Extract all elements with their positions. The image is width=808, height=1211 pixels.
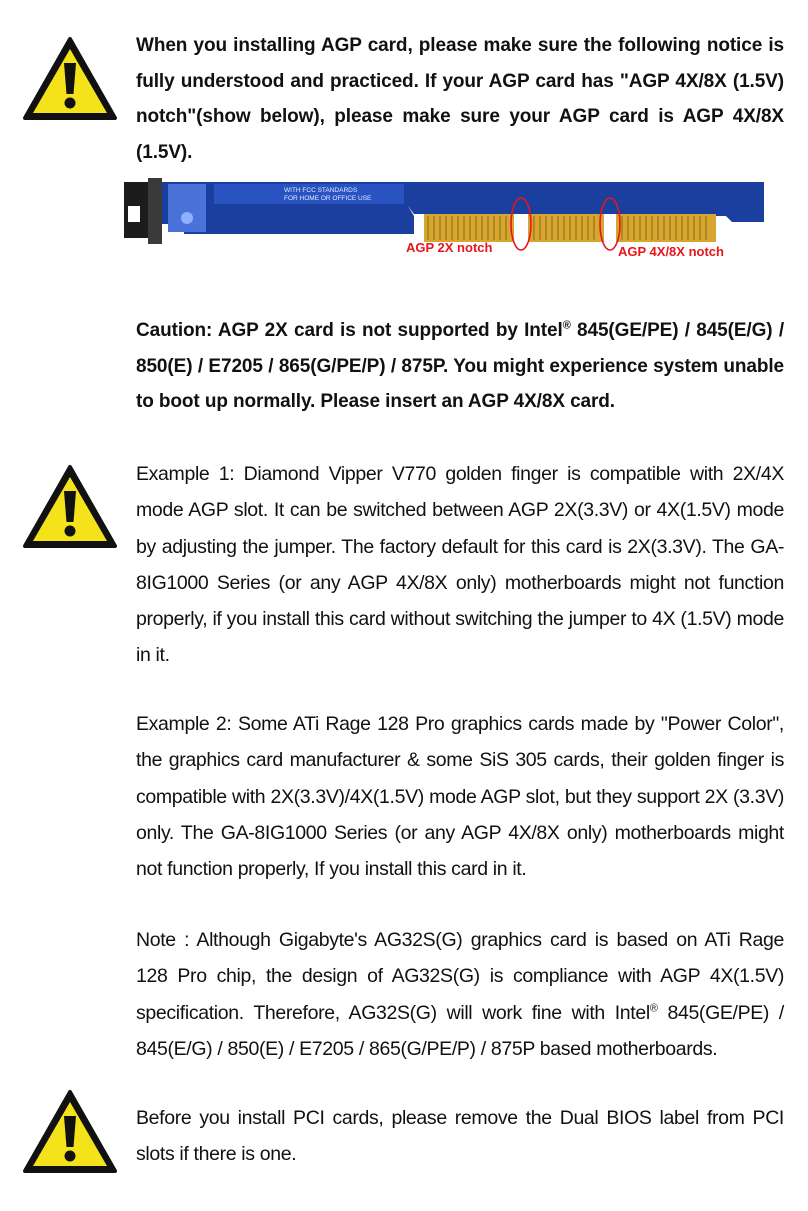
registered-mark: ® <box>562 319 571 332</box>
agp-2x-notch-label: AGP 2X notch <box>406 240 493 255</box>
warning-icon <box>22 464 118 550</box>
note-rest: 845(GE/PE) / 845(E/G) / 850(E) / E7205 / 865(G/PE/P) / 875P based motherboards. <box>136 1001 784 1060</box>
bracket-mount <box>148 178 162 244</box>
golden-finger-middle <box>528 214 604 242</box>
warning-icon <box>22 1089 118 1175</box>
pcb-component <box>168 184 206 232</box>
pcb-text-line1: WITH FCC STANDARDS <box>284 187 358 194</box>
registered-mark: ® <box>649 1002 658 1015</box>
caution-rest: 845(GE/PE) / 845(E/G) / 850(E) / E7205 / 865(G/PE/P) / 875P. You might experience system unable to boot up normally. Please insert an AGP 4X/8X card. <box>136 320 784 412</box>
agp-4x-notch-label: AGP 4X/8X notch <box>618 244 724 259</box>
bracket-slot <box>128 206 140 222</box>
example-1 <box>136 456 784 674</box>
pcb-text-line2: FOR HOME OR OFFICE USE <box>284 195 372 202</box>
note-text <box>136 922 784 1067</box>
pcb-capacitor <box>181 212 193 224</box>
example-1-text: Example 1: Diamond Vipper V770 golden finger is compatible with 2X/4X mode AGP slot. It can be switched between AGP 2X(3.3V) or 4X(1.5V) mode by adjusting the jumper. The factory default for this card is 2X(3.3V). The GA-8IG1000 Series (or any AGP 4X/8X only) motherboards might not function properly, if you install this card without switching the jumper to 4X (1.5V) mode in it. <box>136 463 784 667</box>
pci-notice-text: Before you install PCI cards, please remove the Dual BIOS label from PCI slots if there is one. <box>136 1107 784 1166</box>
agp-card-figure <box>124 176 772 268</box>
example-2-text: Example 2: Some ATi Rage 128 Pro graphics cards made by "Power Color", the graphics card manufacturer & some SiS 305 cards, their golden finger is compatible with 2X(3.3V)/4X(1.5V) mode AGP slot, but they support 2X (3.3V) only. The GA-8IG1000 Series (or any AGP 4X/8X only) motherboards might not function properly, If you install this card in it. <box>136 713 784 881</box>
agp-notice <box>136 28 784 170</box>
caution-prefix: Caution: AGP 2X card is not supported by Intel <box>136 320 563 341</box>
golden-finger-right <box>616 214 716 242</box>
note-prefix: Note : Although Gigabyte's AG32S(G) graphics card is based on ATi Rage 128 Pro chip, the design of AG32S(G) is compliance with AGP 4X(1.5V) specification. Therefore, AG32S(G) will work fine with Intel <box>136 929 784 1024</box>
pci-notice <box>136 1100 784 1173</box>
warning-icon <box>22 36 118 122</box>
note-block <box>136 922 784 1067</box>
caution-text <box>136 313 784 420</box>
caution-block <box>136 313 784 420</box>
agp-notice-text: When you installing AGP card, please make sure the following notice is fully understood and practiced. If your AGP card has "AGP 4X/8X (1.5V) notch"(show below), please make sure your AGP card is AGP 4X/8X (1.5V). <box>136 35 784 163</box>
example-2 <box>136 706 784 887</box>
